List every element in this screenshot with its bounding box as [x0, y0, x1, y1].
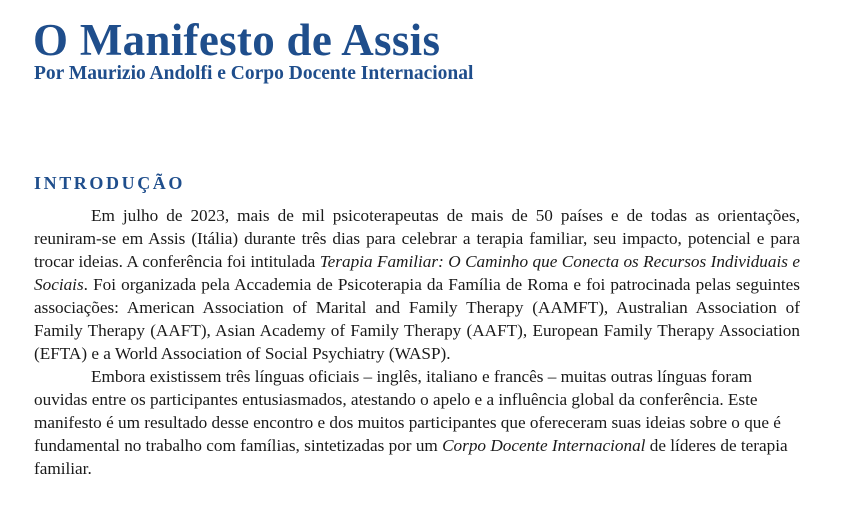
- paragraph-text: Em julho de 2023, mais de mil psicoterapeutas de mais de 50 países e de todas as orientações, reuniram-se em Assis (Itália) durante três dias para celebrar a terapia familiar, seu impacto, potencial e para trocar ideias. A conferência foi intitulada: [34, 206, 800, 271]
- section-heading-introduction: INTRODUÇÃO: [34, 173, 186, 193]
- byline: Por Maurizio Andolfi e Corpo Docente Internacional: [34, 63, 474, 84]
- body-text: [34, 204, 800, 480]
- faculty-name: Corpo Docente Internacional: [442, 436, 646, 455]
- paragraph: [34, 204, 800, 365]
- document-title: O Manifesto de Assis: [33, 15, 441, 65]
- paragraph-text: . Foi organizada pela Accademia de Psicoterapia da Família de Roma e foi patrocinada pelas seguintes associações: American Association of Marital and Family Therapy (AAMFT), Australian Association of Family Therapy (AAFT), Asian Academy of Family Therapy (AAFT), European Family Therapy Association (EFTA) e a World Association of Social Psychiatry (WASP).: [34, 275, 800, 363]
- paragraph: [34, 365, 800, 480]
- conference-title: Terapia Familiar: O Caminho que Conecta os Recursos Individuais e Sociais: [34, 252, 800, 294]
- paragraph-text: de líderes de terapia familiar.: [34, 436, 788, 478]
- paragraph-text: Embora existissem três línguas oficiais – inglês, italiano e francês – muitas outras línguas foram ouvidas entre os participantes entusiasmados, atestando o apelo e a influência global da conferência. Este manifesto é um resultado desse encontro e dos muitos participantes que ofereceram suas ideias sobre o que é fundamental no trabalho com famílias, sintetizadas por um: [34, 367, 781, 455]
